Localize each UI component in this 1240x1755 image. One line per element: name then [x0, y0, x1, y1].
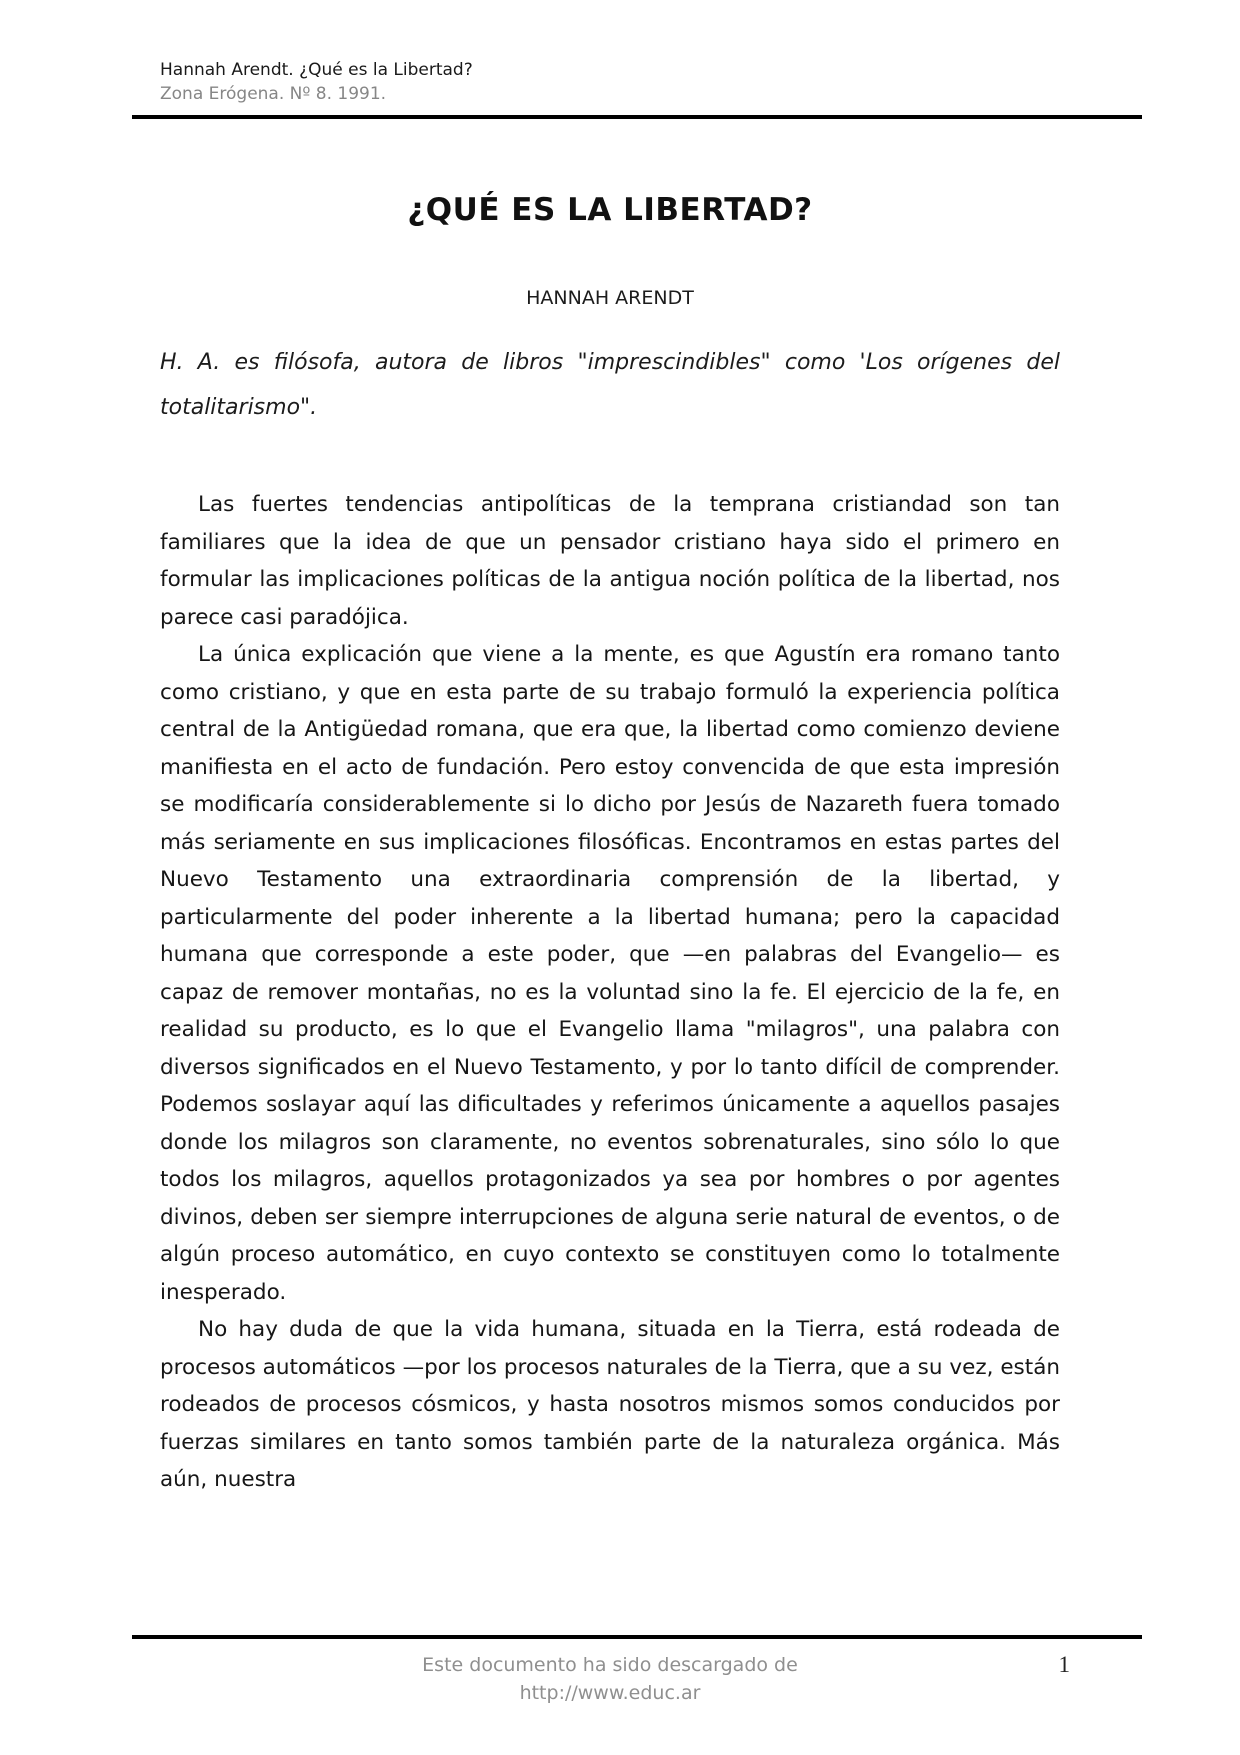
page-number: 1: [1058, 1652, 1070, 1677]
footer-note-line1: Este documento ha sido descargado de: [422, 1654, 798, 1676]
header-document-title: Hannah Arendt. ¿Qué es la Libertad?: [160, 60, 473, 80]
footer-note-url: http://www.educ.ar: [519, 1682, 701, 1704]
article-body: [160, 486, 1060, 1499]
lead-paragraph: H. A. es filósofa, autora de libros "imprescindibles" como 'Los orígenes del totalitarismo".: [160, 350, 1060, 420]
author-name: HANNAH ARENDT: [526, 287, 694, 309]
header-divider: [132, 115, 1142, 119]
body-paragraph: Las fuertes tendencias antipolíticas de la temprana cristiandad son tan familiares que la idea de que un pensador cristiano haya sido el primero en formular las implicaciones políticas de la antigua noción política de la libertad, nos parece casi paradójica.: [160, 492, 1060, 630]
body-paragraph: No hay duda de que la vida humana, situada en la Tierra, está rodeada de procesos automáticos —por los procesos naturales de la Tierra, que a su vez, están rodeados de procesos cósmicos, y hasta nosotros mismos somos conducidos por fuerzas similares en tanto somos también parte de la naturaleza orgánica. Más aún, nuestra: [160, 1317, 1060, 1492]
body-paragraph: La única explicación que viene a la mente, es que Agustín era romano tanto como cristiano, y que en esta parte de su trabajo formuló la experiencia política central de la Antigüedad romana, que era que, la libertad como comienzo deviene manifiesta en el acto de fundación. Pero estoy convencida de que esta impresión se modificaría considerablemente si lo dicho por Jesús de Nazareth fuera tomado más seriamente en sus implicaciones filosóficas. Encontramos en estas partes del Nuevo Testamento una extraordinaria comprensión de la libertad, y particularmente del poder inherente a la libertad humana; pero la capacidad humana que corresponde a este poder, que —en palabras del Evangelio— es capaz de remover montañas, no es la voluntad sino la fe. El ejercicio de la fe, en realidad su producto, es lo que el Evangelio llama "milagros", una palabra con diversos significados en el Nuevo Testamento, y por lo tanto difícil de comprender. Podemos soslayar aquí las dificultades y referimos únicamente a aquellos pasajes donde los milagros son claramente, no eventos sobrenaturales, sino sólo lo que todos los milagros, aquellos protagonizados ya sea por hombres o por agentes divinos, deben ser siempre interrupciones de alguna serie natural de eventos, o de algún proceso automático, en cuyo contexto se constituyen como lo totalmente inesperado.: [160, 642, 1060, 1305]
footer-divider: [132, 1635, 1142, 1639]
running-header: [160, 58, 1060, 106]
page-title: ¿QUÉ ES LA LIBERTAD?: [407, 192, 813, 228]
header-source-line: Zona Erógena. Nº 8. 1991.: [160, 84, 387, 104]
